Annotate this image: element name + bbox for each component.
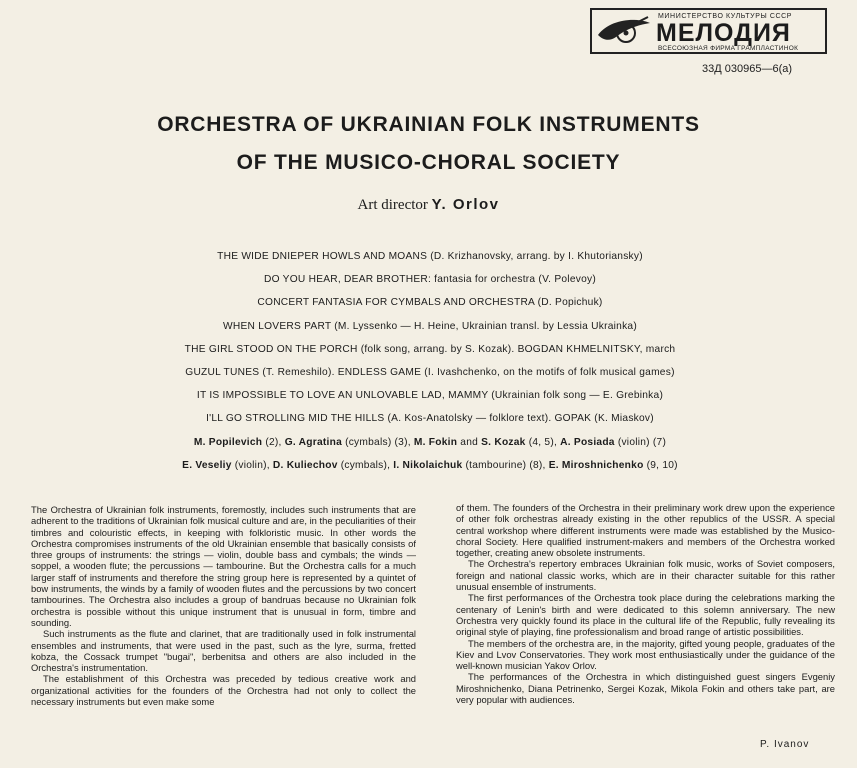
track-item: GUZUL TUNES (T. Remeshilo). ENDLESS GAME (I. Ivashchenko, on the motifs of folk musical games) [185, 366, 675, 378]
performer-name: I. Nikolaichuk [393, 459, 463, 471]
track-item: I'LL GO STROLLING MID THE HILLS (A. Kos-Anatolsky — folklore text). GOPAK (K. Miaskov) [206, 413, 654, 425]
performer-note: (cymbals) (3), [341, 436, 414, 448]
paragraph: The Orchestra of Ukrainian folk instruments, foremostly, includes such instruments that are adherent to the traditions of Ukrainian folk musical culture and are, in the peculiarities of their timbres and colouristic effects, in keeping with folkloristic music. In other words the Orchestra compromises instruments of the old Ukrainian ensemble that basically consists of three groups of instruments: the strings — violin, double bass and cymbals; the winds — soppel, a wooden flute; the percussions — tambourine. But the Orchestra calls for a much larger staff of instruments and therefore the string group here is represented by a quintet of bow instruments, the winds by a family of wooden flutes and the percussions by two concert tambourines. The Orchestra also includes a group of bandruas because no Ukrainian folk orchestra is possible without this unique instrument that is unusual in form, timbre and sounding. [31, 504, 416, 628]
performer-note: (9, 10) [643, 459, 678, 471]
melodiya-logo [590, 8, 827, 54]
performer-note: (4, 5), [525, 436, 561, 448]
title-line-2: OF THE MUSICO-CHORAL SOCIETY [236, 151, 621, 174]
performer-note: (violin), [231, 459, 273, 471]
performer-name: D. Kuliechov [272, 459, 338, 471]
melodiya-emblem-icon [596, 15, 652, 49]
performers-line-2 [150, 454, 710, 477]
performer-name: A. Posiada [560, 436, 615, 448]
paragraph: The members of the orchestra are, in the majority, gifted young people, graduates of the Kiev and Lvov Conservatories. They work most enthusiastically under the guidance of the well-known musician Yakov Orlov. [456, 637, 835, 672]
title-line-1: ORCHESTRA OF UKRAINIAN FOLK INSTRUMENTS [157, 113, 700, 136]
author-signature: P. Ivanov [760, 739, 810, 750]
paragraph: The Orchestra's repertory embraces Ukrainian folk music, works of Soviet composers, foreign and national classic works, which are in their character suitable for this rather unusual ensemble of instruments. [456, 558, 835, 593]
paragraph: Such instruments as the flute and clarinet, that are traditionally used in folk instrumental ensembles and instruments, that were used in the past, such as the lyre, surma, fretted kobza, the Cossack trumpet "bugai", berbenitsa and others are also included in the Orchestra's instrumentation. [31, 628, 416, 674]
liner-notes-right-column [456, 502, 835, 705]
performers-line-1 [150, 431, 710, 454]
track-list [150, 245, 710, 477]
paragraph: The performances of the Orchestra in which distinguished guest singers Evgeniy Miroshnichenko, Diana Petrinenko, Sergei Kozak, Mikola Fokin and others take part, are very popular with audiences. [456, 671, 835, 706]
performer-name: G. Agratina [284, 436, 342, 448]
track-item: THE WIDE DNIEPER HOWLS AND MOANS (D. Krizhanovsky, arrang. by I. Khutoriansky) [217, 251, 643, 262]
performer-note: and [457, 436, 482, 448]
art-director-label: Art director [357, 197, 428, 213]
logo-top-text: МИНИСТЕРСТВО КУЛЬТУРЫ СССР [658, 13, 793, 20]
performer-name: M. Popilevich [193, 436, 263, 448]
track-item: THE GIRL STOOD ON THE PORCH (folk song, arrang. by S. Kozak). BOGDAN KHMELNITSKY, march [184, 343, 676, 355]
track-item: IT IS IMPOSSIBLE TO LOVE AN UNLOVABLE LAD, MAMMY (Ukrainian folk song — E. Grebinka) [196, 390, 664, 402]
logo-bottom-text: ВСЕСОЮЗНАЯ ФИРМА ГРАМПЛАСТИНОК [658, 45, 799, 52]
performer-note: (2), [262, 436, 285, 448]
art-director-name: Y. Orlov [431, 196, 500, 213]
paragraph: of them. The founders of the Orchestra in their preliminary work drew upon the experience of other folk orchestras already existing in the other republics of the USSR. A special central workshop where different instruments were made was established by the Musico-choral Society. Here qualified instrument-makers and members of the Orchestra worked together, creating anew obsolete instruments. [456, 502, 835, 559]
liner-notes-left-column [31, 504, 416, 707]
performer-name: E. Veseliy [182, 459, 232, 471]
track-item: DO YOU HEAR, DEAR BROTHER: fantasia for orchestra (V. Polevoy) [264, 274, 596, 286]
performer-name: E. Miroshnichenko [548, 459, 644, 471]
art-director [0, 196, 857, 214]
track-item: CONCERT FANTASIA FOR CYMBALS AND ORCHESTRA (D. Popichuk) [257, 297, 603, 309]
paragraph: The first performances of the Orchestra took place during the celebrations marking the centenary of Lenin's birth and were dedicated to this solemn anniversary. The new Orchestra very quickly found its place in the cultural life of the Republic, fully revealing its original style of playing, fine professionalism and broad range of artistic possibilities. [456, 592, 835, 638]
paragraph: The establishment of this Orchestra was preceded by tedious creative work and organizational activities for the founders of the Orchestra had not only to collect the necessary instruments but even make some [31, 673, 416, 708]
performer-note: (tambourine) (8), [462, 459, 549, 471]
performer-name: M. Fokin [413, 436, 458, 448]
performer-name: S. Kozak [481, 436, 526, 448]
track-item: WHEN LOVERS PART (M. Lyssenko — H. Heine, Ukrainian transl. by Lessia Ukrainka) [223, 320, 637, 332]
logo-brand: МЕЛОДИЯ [656, 19, 791, 47]
catalog-number: 33Д 030965—6(а) [702, 63, 793, 75]
performer-note: (cymbals), [337, 459, 394, 471]
performer-note: (violin) (7) [614, 436, 667, 448]
